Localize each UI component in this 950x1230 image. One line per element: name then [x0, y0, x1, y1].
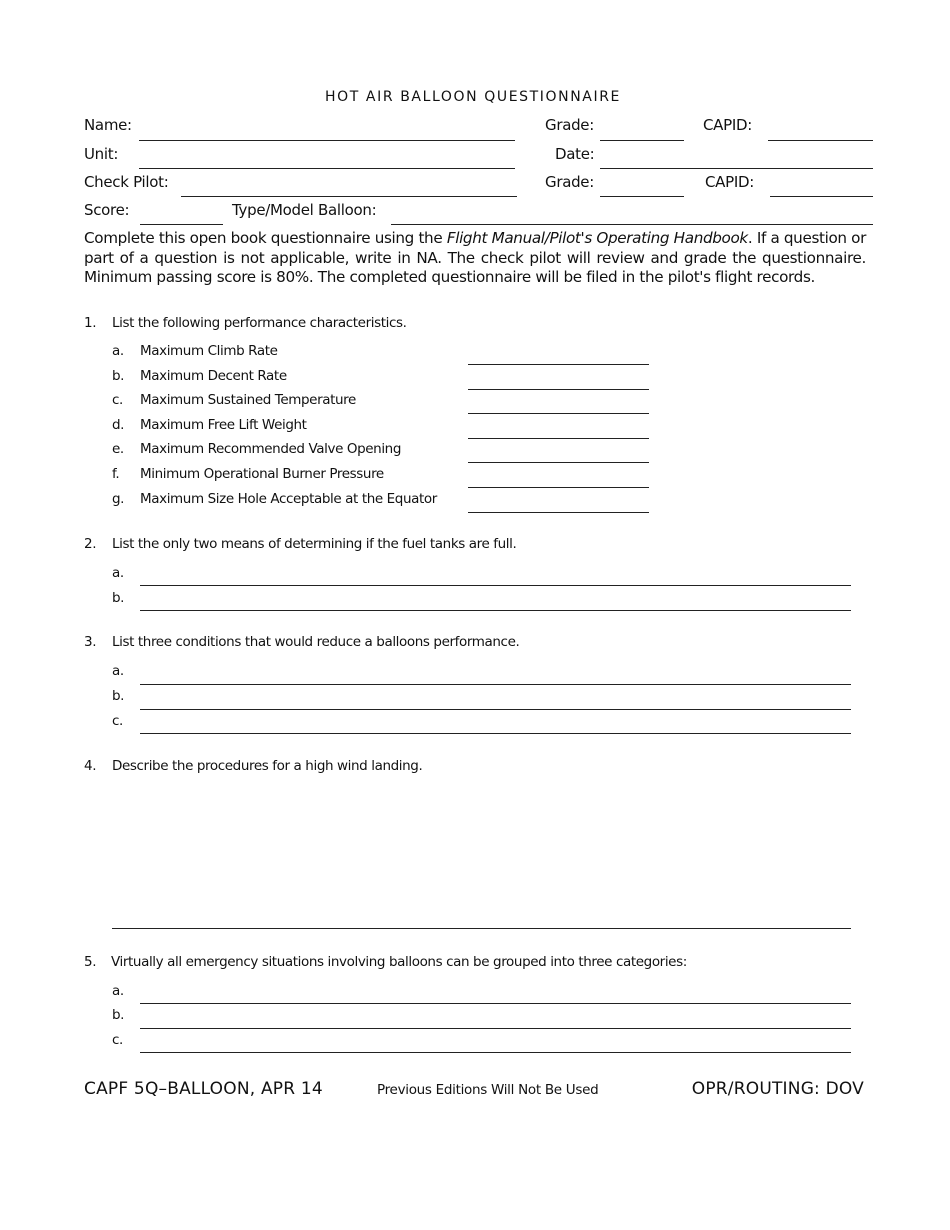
q2-text: List the only two means of determining if the fuel tanks are full.	[112, 536, 517, 552]
q1-item-f-letter: f.	[112, 466, 120, 482]
q1-item-a-answer[interactable]	[468, 346, 649, 365]
q5-item-b-answer[interactable]	[140, 1010, 851, 1029]
q1-item-g-letter: g.	[112, 491, 125, 507]
check-pilot-field[interactable]	[181, 178, 517, 197]
date-field[interactable]	[600, 150, 873, 169]
q5-item-c-letter: c.	[112, 1032, 123, 1048]
q1-item-b-answer[interactable]	[468, 371, 649, 390]
q3-text: List three conditions that would reduce a balloons performance.	[112, 634, 520, 650]
q5-item-a-answer[interactable]	[140, 985, 851, 1004]
q4-answer-area[interactable]	[112, 780, 851, 929]
date-label: Date:	[555, 145, 595, 163]
instructions-handbook-title: Flight Manual/Pilot's Operating Handbook	[446, 229, 748, 247]
q2-item-b-answer[interactable]	[140, 592, 851, 611]
q2-item-b-letter: b.	[112, 590, 125, 606]
form-title: HOT AIR BALLOON QUESTIONNAIRE	[324, 89, 621, 105]
q1-item-b-letter: b.	[112, 368, 125, 384]
q5-item-b-letter: b.	[112, 1007, 125, 1023]
instructions-paragraph	[84, 229, 866, 288]
q1-item-c-letter: c.	[112, 392, 123, 408]
q2-item-a-letter: a.	[112, 565, 124, 581]
q3-item-c-letter: c.	[112, 713, 123, 729]
q4-text: Describe the procedures for a high wind landing.	[112, 758, 423, 774]
q3-item-a-answer[interactable]	[140, 666, 851, 685]
grade-field[interactable]	[600, 122, 684, 141]
q1-item-g-text: Maximum Size Hole Acceptable at the Equator	[140, 491, 437, 507]
q3-number: 3.	[84, 634, 97, 650]
unit-label: Unit:	[84, 145, 119, 163]
previous-editions-notice: Previous Editions Will Not Be Used	[377, 1082, 599, 1098]
form-identifier: CAPF 5Q–BALLOON, APR 14	[84, 1079, 323, 1099]
score-label: Score:	[84, 201, 130, 219]
q5-item-a-letter: a.	[112, 983, 124, 999]
q3-item-b-letter: b.	[112, 688, 125, 704]
score-field[interactable]	[140, 206, 223, 225]
capid-field[interactable]	[768, 122, 873, 141]
q4-number: 4.	[84, 758, 97, 774]
grade-label: Grade:	[545, 116, 594, 134]
check-pilot-grade-label: Grade:	[545, 173, 594, 191]
q5-number: 5.	[84, 954, 97, 970]
q2-item-a-answer[interactable]	[140, 567, 851, 586]
name-label: Name:	[84, 116, 132, 134]
q1-number: 1.	[84, 315, 97, 331]
capid-label: CAPID:	[703, 116, 753, 134]
opr-routing: OPR/ROUTING: DOV	[691, 1079, 864, 1099]
q1-item-e-letter: e.	[112, 441, 124, 457]
q5-text: Virtually all emergency situations involving balloons can be grouped into three categories:	[111, 954, 687, 970]
q1-item-g-answer[interactable]	[468, 494, 649, 513]
q1-item-c-answer[interactable]	[468, 395, 649, 414]
check-pilot-capid-label: CAPID:	[705, 173, 755, 191]
q1-item-a-letter: a.	[112, 343, 124, 359]
check-pilot-capid-field[interactable]	[770, 178, 873, 197]
check-pilot-label: Check Pilot:	[84, 173, 169, 191]
q5-item-c-answer[interactable]	[140, 1034, 851, 1053]
instructions-part2: . If a question or part of a question is not applicable, write in NA. The check pilot will review and grade the questionnaire. Minimum passing score is 80%. The completed questionnaire will be filed in the pilot's flight records.	[84, 229, 867, 286]
name-field[interactable]	[139, 122, 515, 141]
q3-item-b-answer[interactable]	[140, 691, 851, 710]
q1-item-d-answer[interactable]	[468, 420, 649, 439]
q1-item-d-letter: d.	[112, 417, 125, 433]
q1-item-a-text: Maximum Climb Rate	[140, 343, 278, 359]
unit-field[interactable]	[139, 150, 515, 169]
q1-item-b-text: Maximum Decent Rate	[140, 368, 287, 384]
type-model-label: Type/Model Balloon:	[232, 201, 377, 219]
q1-item-f-answer[interactable]	[468, 469, 649, 488]
instructions-part1: Complete this open book questionnaire using the	[84, 229, 447, 247]
q1-text: List the following performance characteristics.	[112, 315, 407, 331]
q1-item-d-text: Maximum Free Lift Weight	[140, 417, 307, 433]
check-pilot-grade-field[interactable]	[600, 178, 684, 197]
q1-item-f-text: Minimum Operational Burner Pressure	[140, 466, 384, 482]
q1-item-c-text: Maximum Sustained Temperature	[140, 392, 356, 408]
q1-item-e-text: Maximum Recommended Valve Opening	[140, 441, 401, 457]
q3-item-c-answer[interactable]	[140, 715, 851, 734]
q1-item-e-answer[interactable]	[468, 444, 649, 463]
q2-number: 2.	[84, 536, 97, 552]
type-model-field[interactable]	[391, 206, 873, 225]
q3-item-a-letter: a.	[112, 663, 124, 679]
